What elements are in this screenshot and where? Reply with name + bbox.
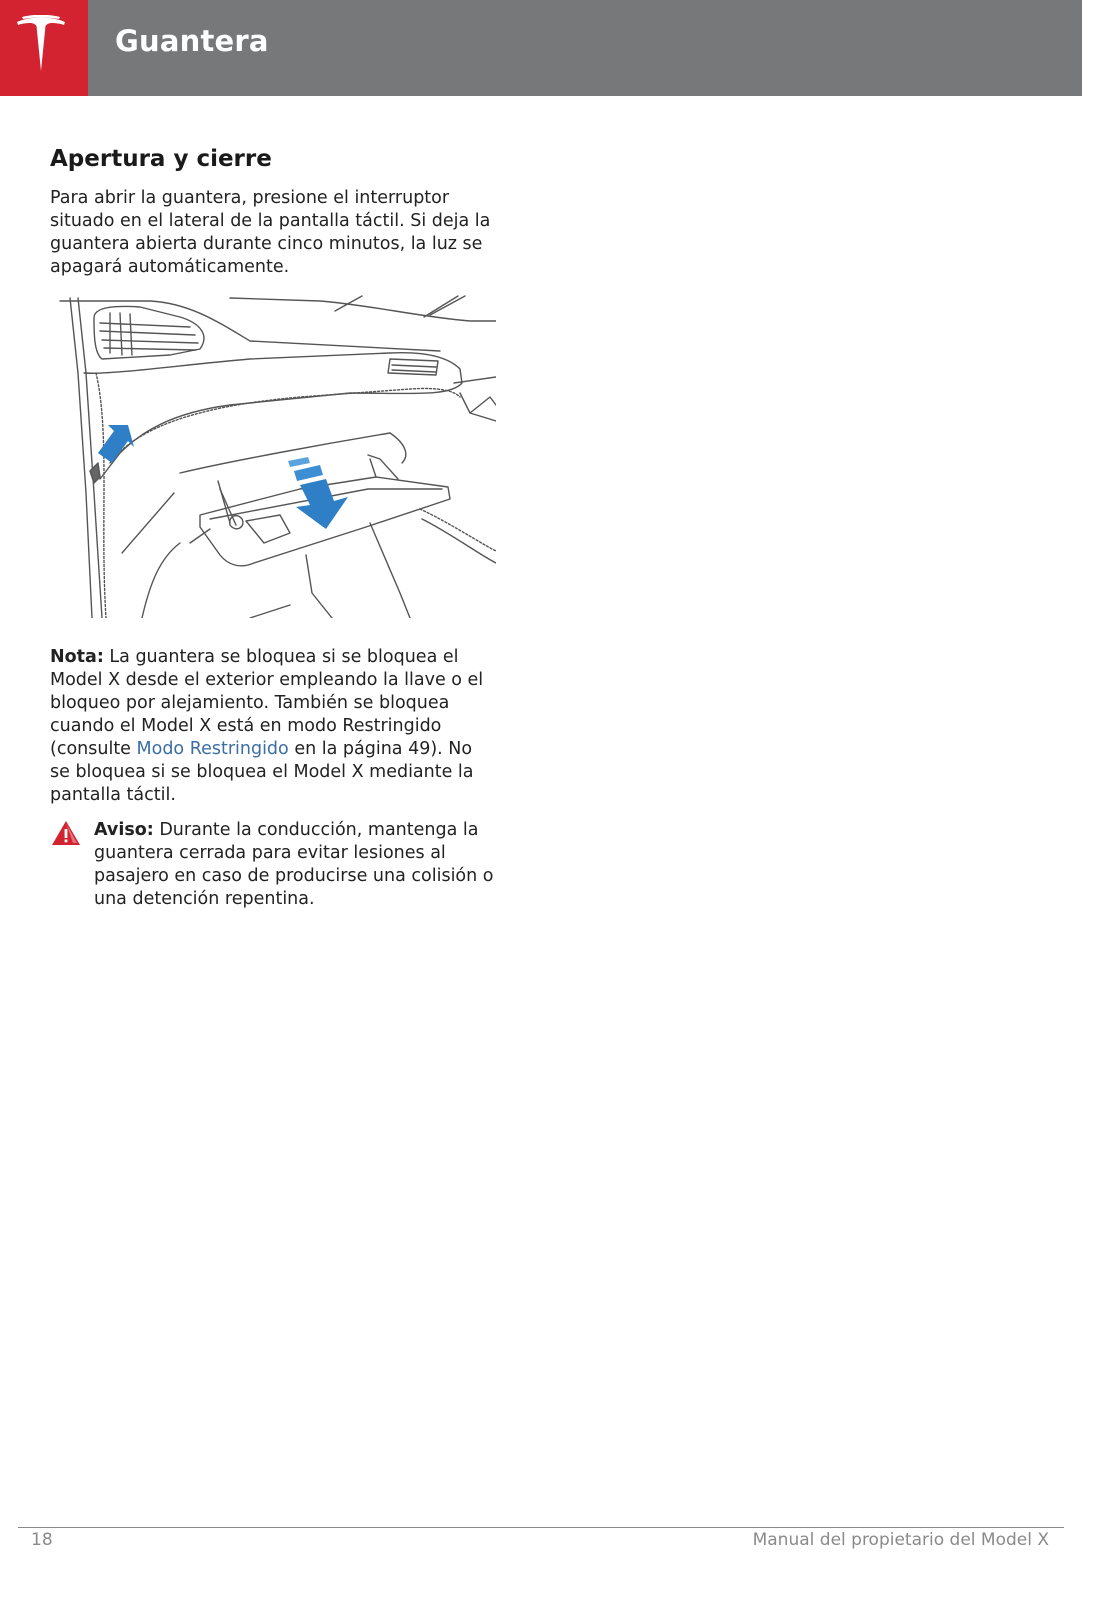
intro-paragraph: Para abrir la guantera, presione el interruptor situado en el lateral de la pantalla táctil. Si deja la guantera abierta durante cinco minutos, la luz se apagará automáticamente. [50, 188, 491, 277]
section-heading: Apertura y cierre [50, 146, 272, 172]
note-text-1: La guantera se bloquea si se bloquea el Model X desde el exterior empleando la llave o el bloqueo por alejamiento. También se bloquea cuando el Model X está en modo Restringido (consulte [50, 647, 484, 759]
warning-triangle-icon [50, 819, 82, 847]
main-content [50, 143, 496, 911]
warning-text: Durante la conducción, mantenga la guantera cerrada para evitar lesiones al pasajero en caso de producirse una colisión o una detención repentina. [94, 820, 494, 909]
page-title: Guantera [115, 24, 269, 58]
footer-divider [18, 1527, 1064, 1528]
glovebox-illustration [50, 293, 496, 618]
warning-block [50, 819, 496, 911]
note-block [50, 646, 496, 807]
tesla-logo-icon [14, 15, 68, 73]
note-label: Nota: [50, 647, 104, 667]
brand-logo [0, 0, 88, 96]
note-text-2: en la página 49). No se bloquea si se bloquea el Model X mediante la pantalla táctil. [50, 739, 474, 805]
restricted-mode-link[interactable]: Modo Restringido [136, 739, 289, 759]
manual-title: Manual del propietario del Model X [752, 1530, 1049, 1550]
warning-label: Aviso: [94, 820, 154, 840]
page-number: 18 [31, 1530, 53, 1550]
